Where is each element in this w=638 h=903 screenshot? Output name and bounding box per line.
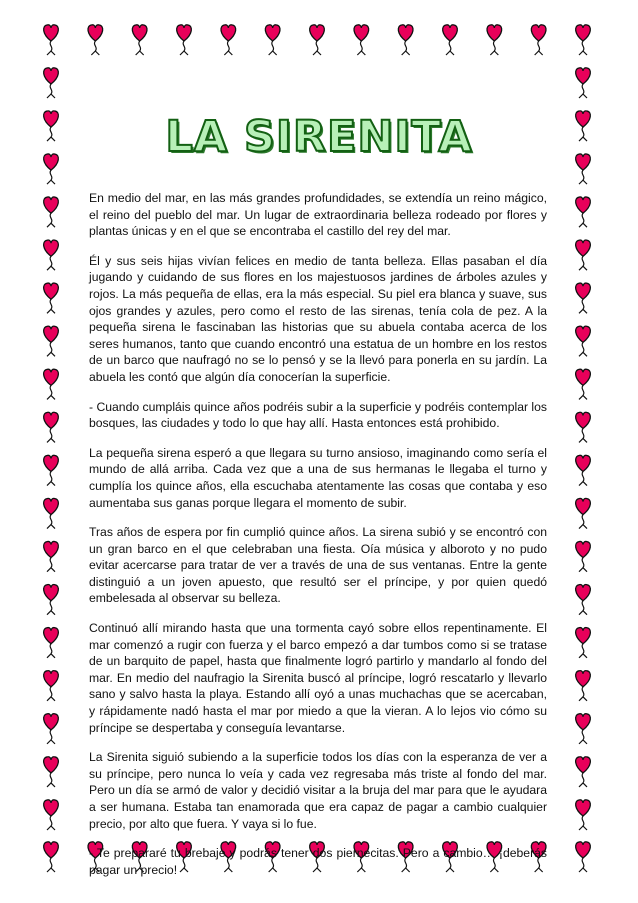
heart-balloon-icon [310,25,325,55]
heart-balloon-icon [44,369,59,399]
heart-balloon-icon [44,628,59,658]
heart-balloon-icon [576,800,591,830]
heart-balloon-icon [265,25,280,55]
heart-balloon-icon [576,240,591,270]
heart-balloon-icon [44,25,59,55]
heart-balloon-icon [354,25,369,55]
heart-balloon-icon [576,628,591,658]
heart-balloon-icon [576,498,591,528]
heart-balloon-icon [576,541,591,571]
heart-balloon-icon [576,671,591,701]
heart-balloon-icon [576,68,591,98]
heart-balloon-icon [576,25,591,55]
heart-balloon-icon [132,25,147,55]
heart-balloon-icon [44,671,59,701]
heart-balloon-icon [443,25,458,55]
paragraph-1: En medio del mar, en las más grandes profundidades, se extendía un reino mágico, el reino del pueblo del mar. Un lugar de extraordinaria belleza rodeado por flores y plantas únicas y en el que se encontraba el castillo del rey del mar. [89,191,547,239]
heart-balloon-icon [576,412,591,442]
heart-balloon-icon [576,326,591,356]
paragraph-8: - Te prepararé tu brebaje y podrás tener dos piernecitas. Pero a cambio… ¡deberás pagar un precio! [89,846,547,877]
heart-balloon-icon [44,326,59,356]
heart-balloon-icon [44,240,59,270]
heart-balloon-icon [44,283,59,313]
paragraph-6: Continuó allí mirando hasta que una tormenta cayó sobre ellos repentinamente. El mar comenzó a rugir con fuerza y el barco empezó a dar tumbos como si se tratase de un barquito de papel, hasta que finalmente logró partirlo y mandarlo al fondo del mar. En medio del naufragio la Sirenita buscó al príncipe, logró rescatarlo y llevarlo sano y salvo hasta la playa. Estando allí oyó a unas muchachas que se acercaban, y rápidamente nadó hasta el mar por miedo a que la vieran. A lo lejos vio cómo su príncipe se despertaba y conseguía levantarse. [89,621,547,735]
heart-balloon-icon [221,25,236,55]
heart-balloon-icon [88,25,103,55]
paragraph-4: La pequeña sirena esperó a que llegara su turno ansioso, imaginando como sería el mundo de allá arriba. Cada vez que a una de sus hermanas le llegaba el turno y cumplía los quince años, ella escuchaba atentamente las cosas que contaba y eso aumentaba sus ganas porque llegara el momento de subir. [89,445,547,510]
heart-balloon-icon [576,283,591,313]
heart-balloon-icon [44,585,59,615]
page-title: LA SIRENITA [165,112,473,162]
paragraph-5: Tras años de espera por fin cumplió quince años. La sirena subió y se encontró con un gran barco en el que celebraban una fiesta. Oía música y alboroto y no pudo evitar acercarse para tratar de ver a través de una de sus ventanas. Entre la gente distinguió a un joven apuesto, que resultó ser el príncipe, y por quien quedó embelesada al observar su belleza. [89,525,547,606]
heart-balloon-icon [44,541,59,571]
heart-balloon-icon [487,25,502,55]
heart-balloon-icon [44,800,59,830]
heart-balloon-icon [44,197,59,227]
heart-balloon-icon [44,714,59,744]
paragraph-3: - Cuando cumpláis quince años podréis subir a la superficie y podréis contemplar los bosques, las ciudades y todo lo que hay allí. Hasta entonces está prohibido. [89,399,547,431]
heart-balloon-icon [44,757,59,787]
heart-balloon-icon [531,25,546,55]
heart-balloon-icon [576,842,591,872]
heart-balloon-icon [44,455,59,485]
heart-balloon-icon [177,25,192,55]
heart-balloon-icon [576,714,591,744]
heart-balloon-icon [398,25,413,55]
paragraph-2: Él y sus seis hijas vivían felices en medio de tanta belleza. Ellas pasaban el día jugando y cuidando de sus flores en los majestuosos jardines de árboles azules y rojos. La más pequeña de ellas, era la más especial. Su piel era blanca y suave, sus ojos grandes y azules, pero como el resto de las sirenas, tenía cola de pez. A la pequeña sirena le fascinaban las historias que su abuela contaba acerca de los seres humanos, tanto que cuando encontró una estatua de un hombre en los restos de un barco que naufragó no se lo pensó y se la llevó para ponerla en su jardín. La abuela les contó que algún día conocerían la superficie. [89,253,547,384]
heart-balloon-icon [576,455,591,485]
heart-balloon-icon [576,197,591,227]
heart-balloon-icon [576,585,591,615]
heart-balloon-icon [44,412,59,442]
story-text [89,190,547,891]
heart-balloon-icon [576,757,591,787]
heart-balloon-icon [576,369,591,399]
heart-balloon-icon [44,498,59,528]
heart-balloon-icon [44,68,59,98]
heart-balloon-icon [44,842,59,872]
paragraph-7: La Sirenita siguió subiendo a la superficie todos los días con la esperanza de ver a su príncipe, pero nunca lo veía y cada vez regresaba más triste al fondo del mar. Pero un día se armó de valor y decidió visitar a la bruja del mar para que le ayudara a ser humana. Estaba tan enamorada que era capaz de pagar a cambio cualquier precio, por alto que fuera. Y vaya si lo fue. [89,750,547,831]
